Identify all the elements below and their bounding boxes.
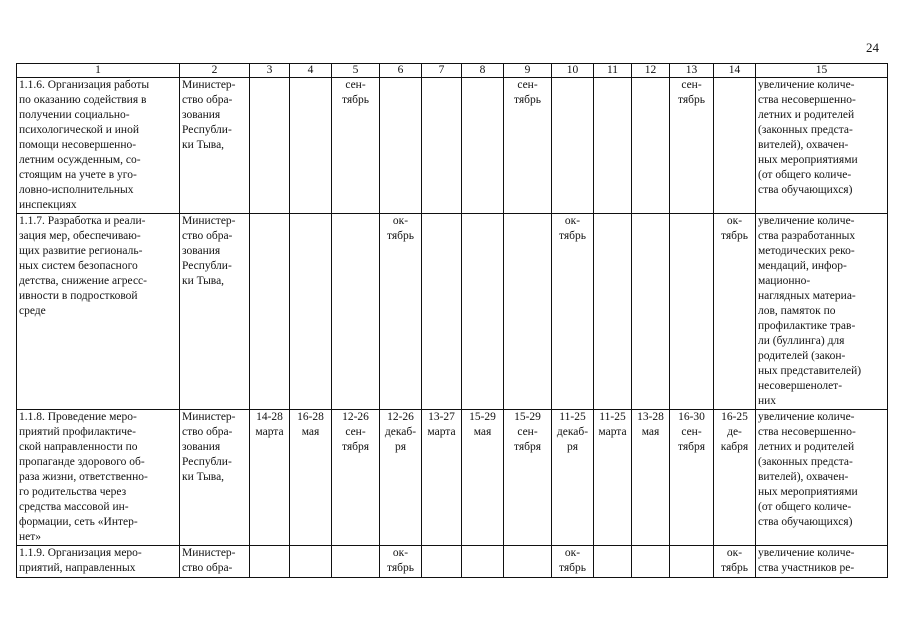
schedule-cell: 16-25 де- кабря: [714, 410, 756, 546]
table-row: [17, 214, 888, 410]
executor-cell: Министер- ство обра- зования Республи- ки Тыва,: [180, 78, 250, 214]
column-number: 1: [17, 64, 180, 78]
column-number: 10: [552, 64, 594, 78]
measure-cell: 1.1.8. Проведение меро- приятий профилактиче- ской направленности по пропаганде здорового об- раза жизни, ответственно- го родительства через средства массовой ин- формации, сеть «Интер- нет»: [17, 410, 180, 546]
table-row: [17, 546, 888, 578]
schedule-cell: [422, 78, 462, 214]
column-number: 15: [756, 64, 888, 78]
schedule-cell: ок- тябрь: [380, 546, 422, 578]
schedule-cell: [632, 214, 670, 410]
schedule-cell: 16-28 мая: [290, 410, 332, 546]
column-number: 12: [632, 64, 670, 78]
schedule-cell: ок- тябрь: [714, 214, 756, 410]
column-number: 14: [714, 64, 756, 78]
schedule-cell: сен- тябрь: [332, 78, 380, 214]
schedule-cell: 12-26 сен- тября: [332, 410, 380, 546]
schedule-cell: 11-25 марта: [594, 410, 632, 546]
schedule-cell: [594, 214, 632, 410]
measure-cell: 1.1.9. Организация меро- приятий, направленных: [17, 546, 180, 578]
schedule-cell: [422, 546, 462, 578]
schedule-cell: [504, 214, 552, 410]
column-number: 9: [504, 64, 552, 78]
executor-cell: Министер- ство обра-: [180, 546, 250, 578]
schedule-cell: сен- тябрь: [504, 78, 552, 214]
schedule-cell: ок- тябрь: [714, 546, 756, 578]
schedule-cell: [670, 214, 714, 410]
schedule-cell: [504, 546, 552, 578]
column-number: 6: [380, 64, 422, 78]
schedule-cell: 13-27 марта: [422, 410, 462, 546]
schedule-cell: [290, 78, 332, 214]
schedule-cell: [332, 546, 380, 578]
schedule-cell: [594, 78, 632, 214]
schedule-cell: ок- тябрь: [552, 546, 594, 578]
schedule-cell: 11-25 декаб- ря: [552, 410, 594, 546]
column-number: 13: [670, 64, 714, 78]
schedule-cell: [670, 546, 714, 578]
schedule-cell: [380, 78, 422, 214]
result-cell: увеличение количе- ства несовершенно- летних и родителей (законных предста- вителей), охвачен- ных мероприятиями (от общего количе- ства обучающихся): [756, 78, 888, 214]
executor-cell: Министер- ство обра- зования Республи- ки Тыва,: [180, 214, 250, 410]
schedule-cell: [462, 78, 504, 214]
measure-cell: 1.1.6. Организация работы по оказанию содействия в получении социально- психологической и иной помощи несовершенно- летним осужденным, со- стоящим на учете в уго- ловно-исполнительных инспекциях: [17, 78, 180, 214]
schedule-cell: [290, 214, 332, 410]
schedule-cell: 12-26 декаб- ря: [380, 410, 422, 546]
schedule-cell: [462, 546, 504, 578]
column-number: 8: [462, 64, 504, 78]
schedule-cell: сен- тябрь: [670, 78, 714, 214]
schedule-cell: 14-28 марта: [250, 410, 290, 546]
schedule-cell: [632, 78, 670, 214]
schedule-cell: [462, 214, 504, 410]
table-row: [17, 78, 888, 214]
schedule-cell: [594, 546, 632, 578]
schedule-cell: [552, 78, 594, 214]
column-number: 5: [332, 64, 380, 78]
action-plan-table: [16, 63, 888, 578]
schedule-cell: 13-28 мая: [632, 410, 670, 546]
column-number-row: [17, 64, 888, 78]
schedule-cell: [250, 546, 290, 578]
schedule-cell: 15-29 сен- тября: [504, 410, 552, 546]
schedule-cell: [250, 78, 290, 214]
column-number: 3: [250, 64, 290, 78]
schedule-cell: [290, 546, 332, 578]
schedule-cell: 16-30 сен- тября: [670, 410, 714, 546]
schedule-cell: [422, 214, 462, 410]
result-cell: увеличение количе- ства участников ре-: [756, 546, 888, 578]
column-number: 2: [180, 64, 250, 78]
schedule-cell: ок- тябрь: [552, 214, 594, 410]
schedule-cell: [632, 546, 670, 578]
schedule-cell: ок- тябрь: [380, 214, 422, 410]
column-number: 11: [594, 64, 632, 78]
measure-cell: 1.1.7. Разработка и реали- зация мер, обеспечиваю- щих развитие региональ- ных систем безопасного детства, снижение агресс- ивности в подростковой среде: [17, 214, 180, 410]
table-row: [17, 410, 888, 546]
schedule-cell: 15-29 мая: [462, 410, 504, 546]
result-cell: увеличение количе- ства разработанных методических реко- мендаций, инфор- мационно- наглядных материа- лов, памяток по профилактике трав- ли (буллинга) для родителей (закон- ных представителей) несовершенолет- них: [756, 214, 888, 410]
schedule-cell: [250, 214, 290, 410]
executor-cell: Министер- ство обра- зования Республи- ки Тыва,: [180, 410, 250, 546]
page-number: 24: [866, 40, 879, 55]
schedule-cell: [714, 78, 756, 214]
schedule-cell: [332, 214, 380, 410]
column-number: 4: [290, 64, 332, 78]
result-cell: увеличение количе- ства несовершенно- летних и родителей (законных предста- вителей), охвачен- ных мероприятиями (от общего количе- ства обучающихся): [756, 410, 888, 546]
column-number: 7: [422, 64, 462, 78]
